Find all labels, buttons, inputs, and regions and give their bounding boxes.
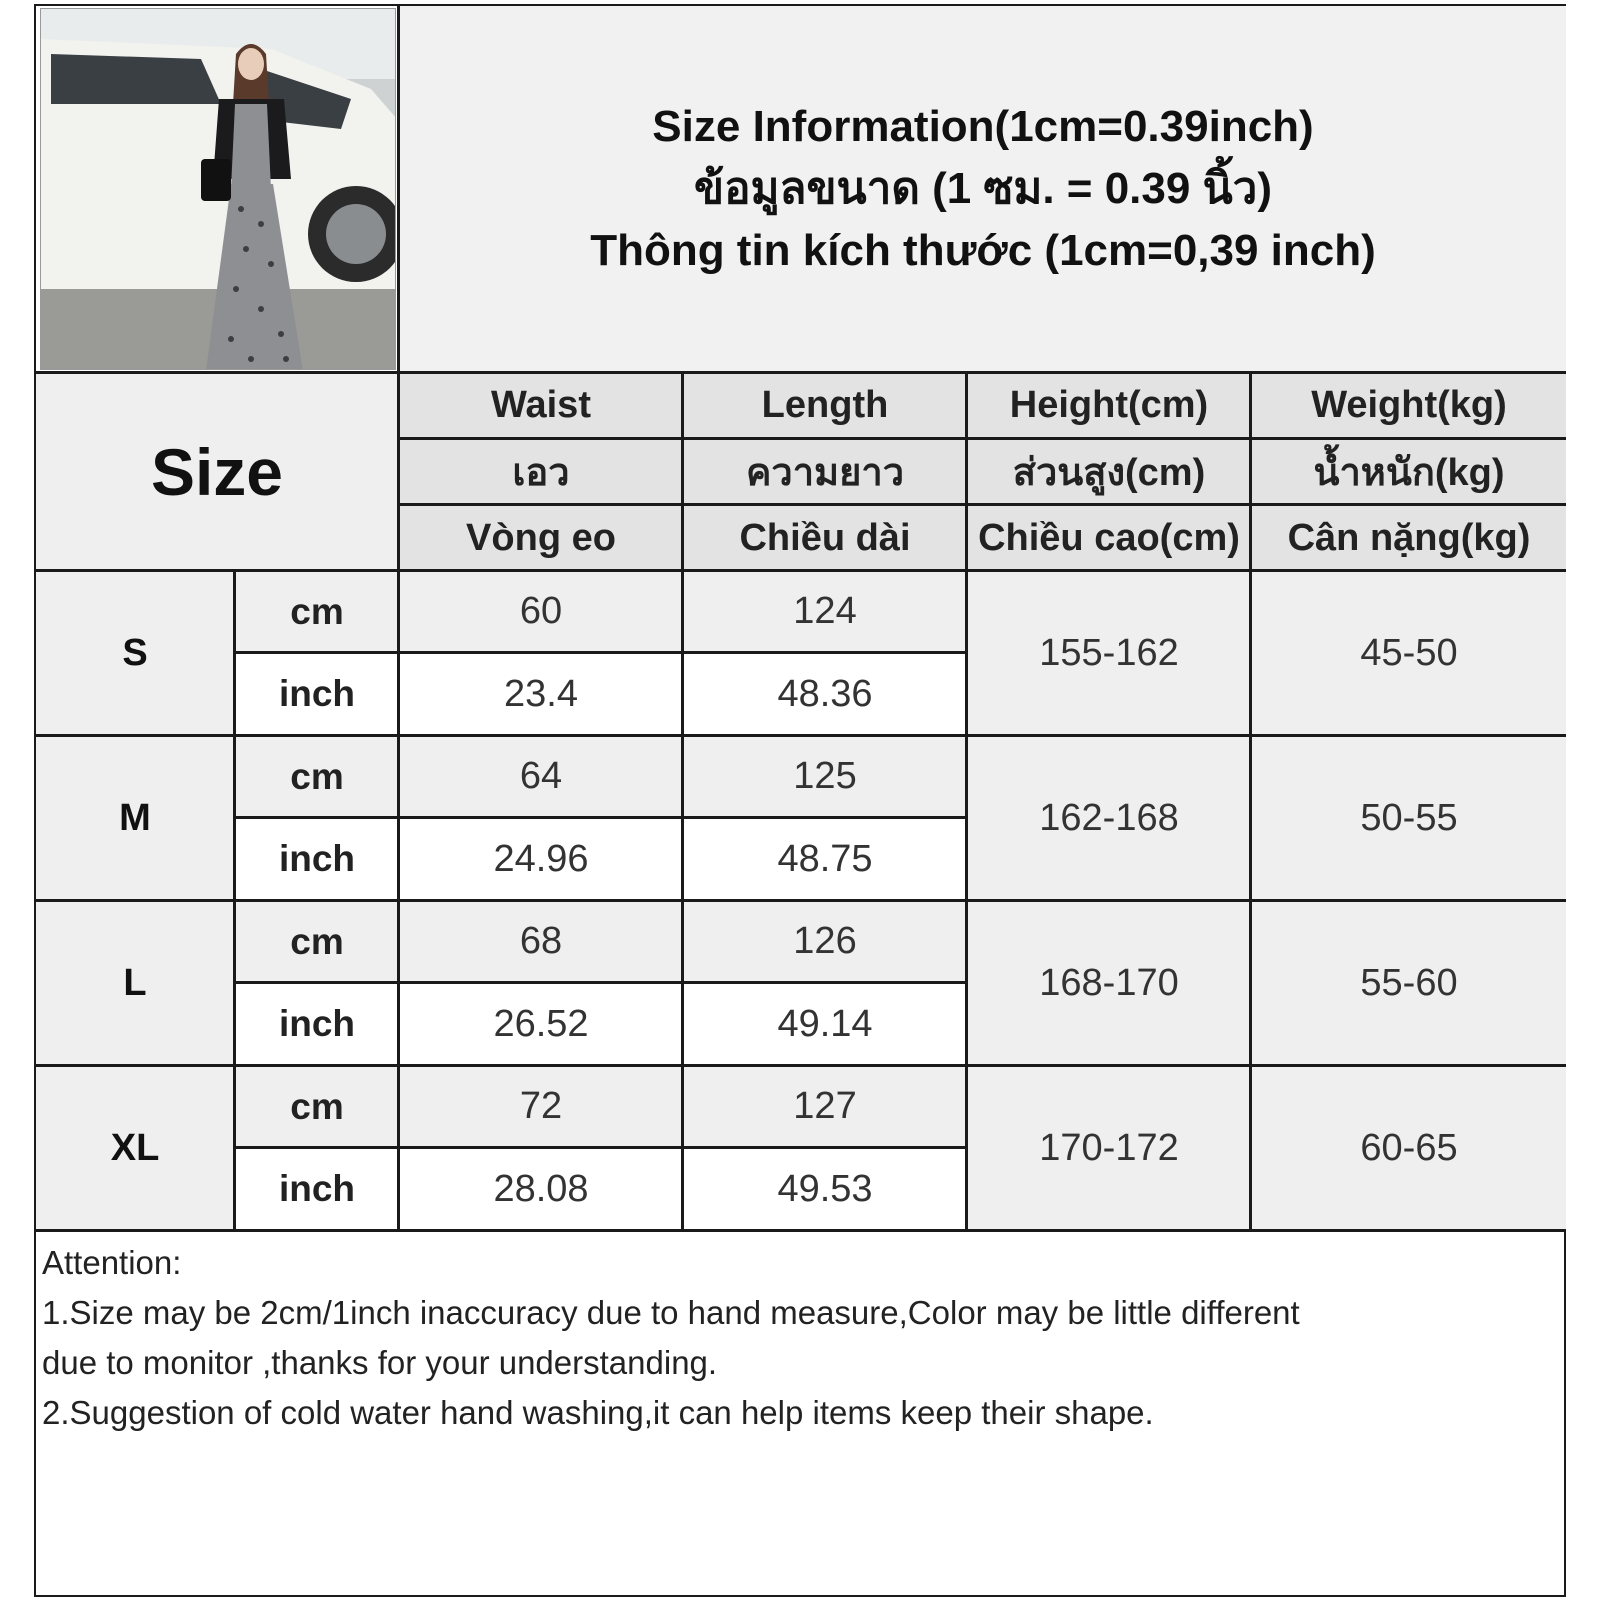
- waist-cm-l: 68: [400, 902, 682, 981]
- unit-cm: cm: [236, 902, 398, 981]
- grid-line: [36, 1229, 1566, 1232]
- length-inch-xl: 49.53: [777, 1167, 873, 1210]
- weight-l: 55-60: [1252, 902, 1566, 1064]
- grid-line: [236, 651, 968, 654]
- grid-line: [397, 6, 400, 1232]
- notes-line-2: 2.Suggestion of cold water hand washing,it can help items keep their shape.: [42, 1394, 1154, 1431]
- row-label-l: L: [36, 902, 234, 1064]
- size-chart: [34, 4, 1566, 1597]
- unit-cm: cm: [236, 572, 398, 651]
- grid-line: [236, 981, 968, 984]
- height-xl: 170-172: [968, 1067, 1250, 1229]
- length-cm-l: 126: [684, 902, 966, 981]
- grid-line: [36, 899, 1566, 902]
- grid-line: [236, 816, 968, 819]
- length-cm-s: 124: [684, 572, 966, 651]
- length-inch-s: 48.36: [777, 672, 873, 715]
- waist-cm-m: 64: [400, 737, 682, 816]
- waist-inch-s: 23.4: [504, 672, 578, 715]
- waist-cm-xl: 72: [400, 1067, 682, 1146]
- title-vietnamese: Thông tin kích thước (1cm=0,39 inch): [590, 226, 1376, 275]
- col-header-length-vi: Chiều dài: [684, 506, 966, 570]
- waist-inch-m: 24.96: [493, 837, 589, 880]
- grid-line: [236, 1146, 968, 1149]
- grid-line: [36, 569, 1566, 572]
- height-s: 155-162: [968, 572, 1250, 734]
- col-header-height-th: ส่วนสูง(cm): [968, 440, 1250, 503]
- height-l: 168-170: [968, 902, 1250, 1064]
- unit-inch: inch: [278, 1003, 356, 1044]
- weight-m: 50-55: [1252, 737, 1566, 899]
- length-cm-xl: 127: [684, 1067, 966, 1146]
- length-cm-m: 125: [684, 737, 966, 816]
- waist-inch-xl: 28.08: [493, 1167, 589, 1210]
- unit-cm: cm: [236, 1067, 398, 1146]
- col-header-waist-vi: Vòng eo: [400, 506, 682, 570]
- title-english: Size Information(1cm=0.39inch): [652, 102, 1314, 151]
- col-header-height-vi: Chiều cao(cm): [968, 506, 1250, 570]
- col-header-length-en: Length: [684, 374, 966, 437]
- notes-line-1b: due to monitor ,thanks for your understanding.: [42, 1344, 718, 1381]
- grid-line: [36, 734, 1566, 737]
- woman-in-gray-maxi-dress-photo: [41, 9, 396, 370]
- notes-line-1a: 1.Size may be 2cm/1inch inaccuracy due to hand measure,Color may be little different: [42, 1294, 1300, 1331]
- size-header: [36, 374, 398, 570]
- attention-notes: [42, 1238, 1562, 1438]
- length-inch-l: 49.14: [777, 1002, 873, 1045]
- col-header-waist-en: Waist: [400, 374, 682, 437]
- title-block: [400, 6, 1566, 372]
- title-thai: ข้อมูลขนาด (1 ซม. = 0.39 นิ้ว): [693, 164, 1272, 213]
- grid-line: [400, 437, 1566, 440]
- waist-cm-s: 60: [400, 572, 682, 651]
- col-header-weight-th: น้ำหนัก(kg): [1252, 440, 1566, 503]
- unit-inch: inch: [278, 838, 356, 879]
- product-photo: [40, 8, 396, 370]
- grid-line: [400, 503, 1566, 506]
- notes-heading: Attention:: [42, 1244, 182, 1281]
- col-header-length-th: ความยาว: [684, 440, 966, 503]
- size-header-label: Size: [150, 435, 284, 509]
- grid-line: [36, 1064, 1566, 1067]
- row-label-s: S: [36, 572, 234, 734]
- col-header-weight-en: Weight(kg): [1252, 374, 1566, 437]
- unit-cm: cm: [236, 737, 398, 816]
- grid-line: [965, 371, 968, 1232]
- length-inch-m: 48.75: [777, 837, 873, 880]
- col-header-weight-vi: Cân nặng(kg): [1252, 506, 1566, 570]
- col-header-waist-th: เอว: [400, 440, 682, 503]
- row-label-m: M: [36, 737, 234, 899]
- height-m: 162-168: [968, 737, 1250, 899]
- grid-line: [36, 371, 1566, 374]
- grid-line: [681, 371, 684, 1232]
- weight-s: 45-50: [1252, 572, 1566, 734]
- row-label-xl: XL: [36, 1067, 234, 1229]
- unit-inch: inch: [278, 673, 356, 714]
- unit-inch: inch: [278, 1168, 356, 1209]
- weight-xl: 60-65: [1252, 1067, 1566, 1229]
- grid-line: [233, 569, 236, 1232]
- col-header-height-en: Height(cm): [968, 374, 1250, 437]
- grid-line: [1249, 371, 1252, 1232]
- waist-inch-l: 26.52: [493, 1002, 589, 1045]
